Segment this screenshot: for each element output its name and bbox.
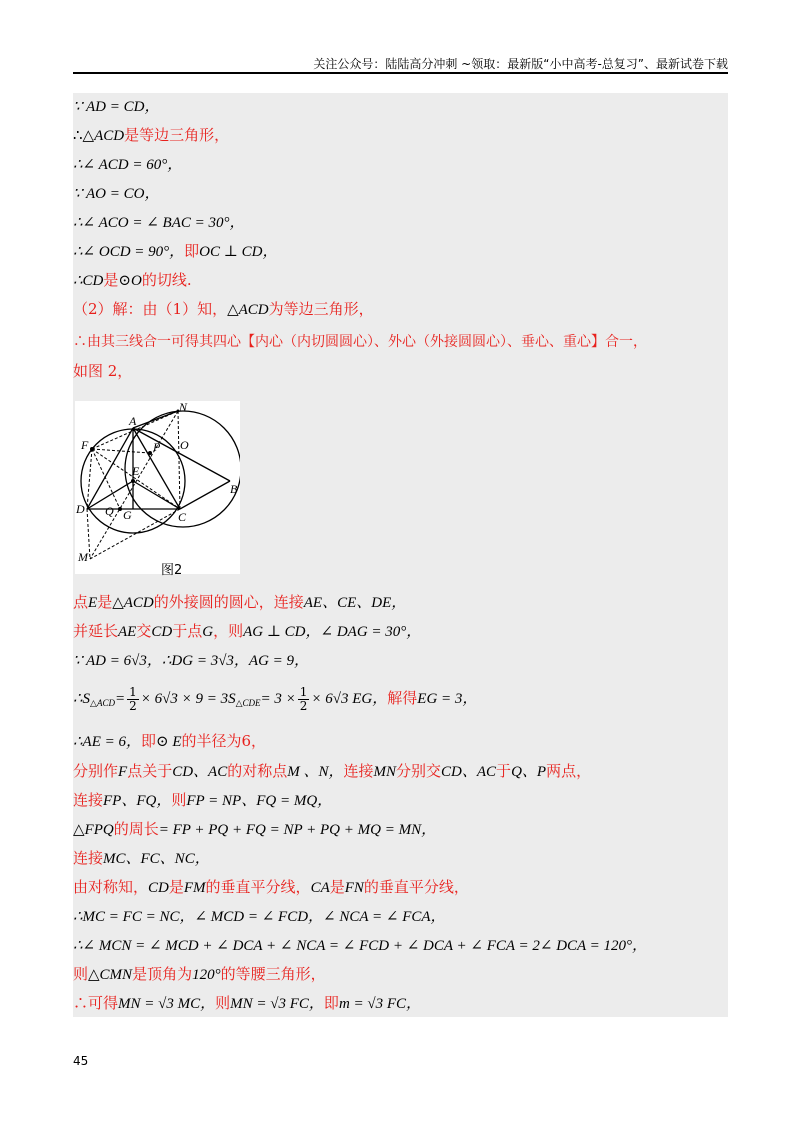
line-12: 并延长AE交CD于点G，则AG ⊥ CD，∠ DAG = 30°， [73, 622, 422, 640]
line-8: （2）解：由（1）知，△ACD为等边三角形， [73, 300, 374, 318]
line-22: ∴∠ MCN = ∠ MCD + ∠ DCA + ∠ NCA = ∠ FCD + ∠ DCA + ∠ FCA = 2∠ DCA = 120°， [73, 938, 648, 954]
figure-caption: 图2 [161, 563, 183, 578]
point-label-q: Q [105, 504, 114, 518]
line-10: 如图 2， [73, 362, 133, 380]
page-header: 关注公众号：陆陆高分冲刺 ~领取：最新版“小中高考-总复习”、最新试卷下载 [313, 57, 728, 71]
line-9: ∴由其三线合一可得其四心【内心（内切圆圆心）、外心（外接圆圆心）、垂心、重心】合一， [73, 334, 647, 350]
point-label-c: C [178, 510, 187, 524]
point-label-f: F [81, 438, 89, 452]
line-15: ∴AE = 6，即⊙ E的半径为6， [73, 732, 267, 750]
line-11: 点E是△ACD的外接圆的圆心，连接AE、CE、DE， [73, 593, 407, 611]
point-label-g: G [123, 508, 132, 522]
line-24: ∴可得MN = √3 MC，则MN = √3 FC，即m = √3 FC， [73, 994, 422, 1012]
line-2: ∴△ACD是等边三角形， [73, 126, 230, 144]
line-20: 由对称知，CD是FM的垂直平分线，CA是FN的垂直平分线， [73, 878, 469, 896]
figure-2-diagram [75, 401, 240, 574]
point-label-b: B [230, 482, 238, 496]
line-16: 分别作F点关于CD、AC的对称点M 、N，连接MN分别交CD、AC于Q、P两点， [73, 762, 592, 780]
line-17: 连接FP、FQ，则FP = NP、FQ = MQ， [73, 791, 333, 809]
line-21: ∴MC = FC = NC，∠ MCD = ∠ FCD，∠ NCA = ∠ FCA， [73, 909, 446, 925]
fraction-half-2: $\frac{1}{2}$ [299, 684, 308, 713]
line-4: ∵ AO = CO， [73, 186, 160, 202]
point-label-n: N [179, 401, 188, 414]
line-23: 则△CMN是顶角为120°的等腰三角形， [73, 965, 326, 983]
line-18: △FPQ的周长= FP + PQ + FQ = NP + PQ + MQ = MN， [73, 820, 437, 838]
line-1: ∵ AD = CD， [73, 99, 160, 115]
point-label-o: O [180, 438, 189, 452]
line-7: ∴CD是⊙O的切线. [73, 271, 192, 289]
line-14: $\therefore S_{\triangle ACD}=$ $\frac{1}{2}$ × $6√3 \times 9 = 3S_{\triangle CDE}= 3$ × $\frac{1}{2}$ × 6√3 EG，解得EG = 3， [73, 684, 478, 713]
point-label-a: A [129, 414, 137, 428]
point-label-e: E [132, 464, 140, 478]
point-label-d: D [76, 502, 85, 516]
line-3: ∴∠ ACD = 60°， [73, 157, 183, 173]
point-label-p: P [153, 440, 161, 454]
fraction-half-1: $\frac{1}{2}$ [129, 684, 137, 713]
line-5: ∴∠ ACO = ∠ BAC = 30°， [73, 215, 245, 231]
page-number: 45 [73, 1054, 89, 1068]
solution-content [73, 93, 728, 1017]
line-13: ∵ AD = 6√3，∴DG = 3√3，AG = 9， [73, 653, 310, 669]
line-19: 连接MC、FC、NC， [73, 849, 210, 867]
header-rule [73, 72, 728, 74]
point-label-m: M [78, 550, 88, 564]
line-6: ∴∠ OCD = 90°，即OC ⊥ CD， [73, 242, 278, 260]
geometry-figure [75, 401, 240, 578]
